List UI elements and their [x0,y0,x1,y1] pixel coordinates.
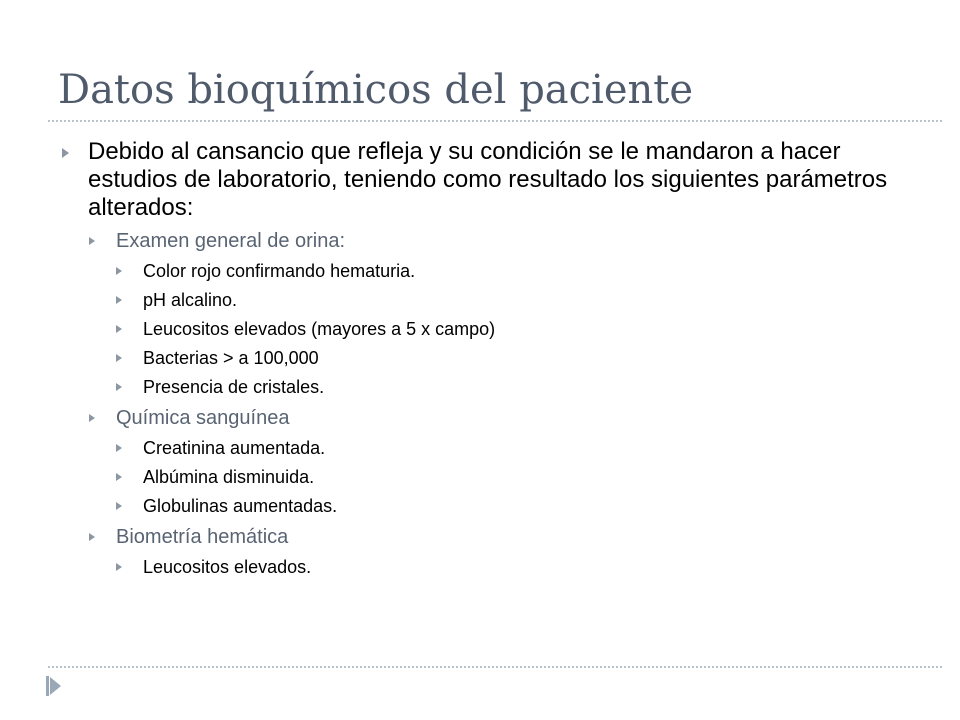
list-item-text: Creatinina aumentada. [143,438,326,458]
triangle-right-icon [89,237,95,245]
list-item-text: Leucositos elevados. [143,557,312,577]
list-item [115,436,920,460]
section-heading-text: Química sanguínea [116,407,290,429]
list-item [115,259,920,283]
triangle-right-icon [116,473,122,481]
triangle-right-icon [116,383,122,391]
list-item [115,465,920,489]
triangle-right-icon [116,354,122,362]
intro-bullet [60,138,920,222]
section-heading-text: Biometría hemática [116,526,289,548]
play-icon[interactable] [46,676,62,696]
list-item [115,555,920,579]
list-item-text: pH alcalino. [143,290,238,310]
triangle-right-icon [116,444,122,452]
section-heading-text: Examen general de orina: [116,230,346,252]
list-item [115,375,920,399]
list-item-text: Presencia de cristales. [143,377,325,397]
list-item [115,317,920,341]
list-item-text: Color rojo confirmando hematuria. [143,261,416,281]
play-icon-bar [46,676,49,696]
list-item-text: Globulinas aumentadas. [143,496,338,516]
list-item [115,288,920,312]
list-item [115,346,920,370]
intro-text: Debido al cansancio que refleja y su condición se le mandaron a hacer estudios de laboratorio, teniendo como resultado los siguientes parámetros alterados: [88,138,888,221]
triangle-right-icon [116,296,122,304]
triangle-right-icon [62,148,69,158]
list-item-text: Albúmina disminuida. [143,467,315,487]
triangle-right-icon [89,414,95,422]
footer-divider [48,666,942,668]
triangle-right-icon [116,563,122,571]
section-heading-quimica [88,405,920,431]
list-item-text: Leucositos elevados (mayores a 5 x campo) [143,319,496,339]
triangle-right-icon [89,533,95,541]
triangle-right-icon [116,267,122,275]
list-item [115,494,920,518]
section-heading-orina [88,228,920,254]
triangle-right-icon [116,502,122,510]
play-icon-triangle [50,677,61,695]
section-heading-biometria [88,524,920,550]
triangle-right-icon [116,325,122,333]
list-item-text: Bacterias > a 100,000 [143,348,319,368]
slide-title: Datos bioquímicos del paciente [58,67,694,113]
slide-content [60,138,920,579]
title-divider [48,120,942,122]
